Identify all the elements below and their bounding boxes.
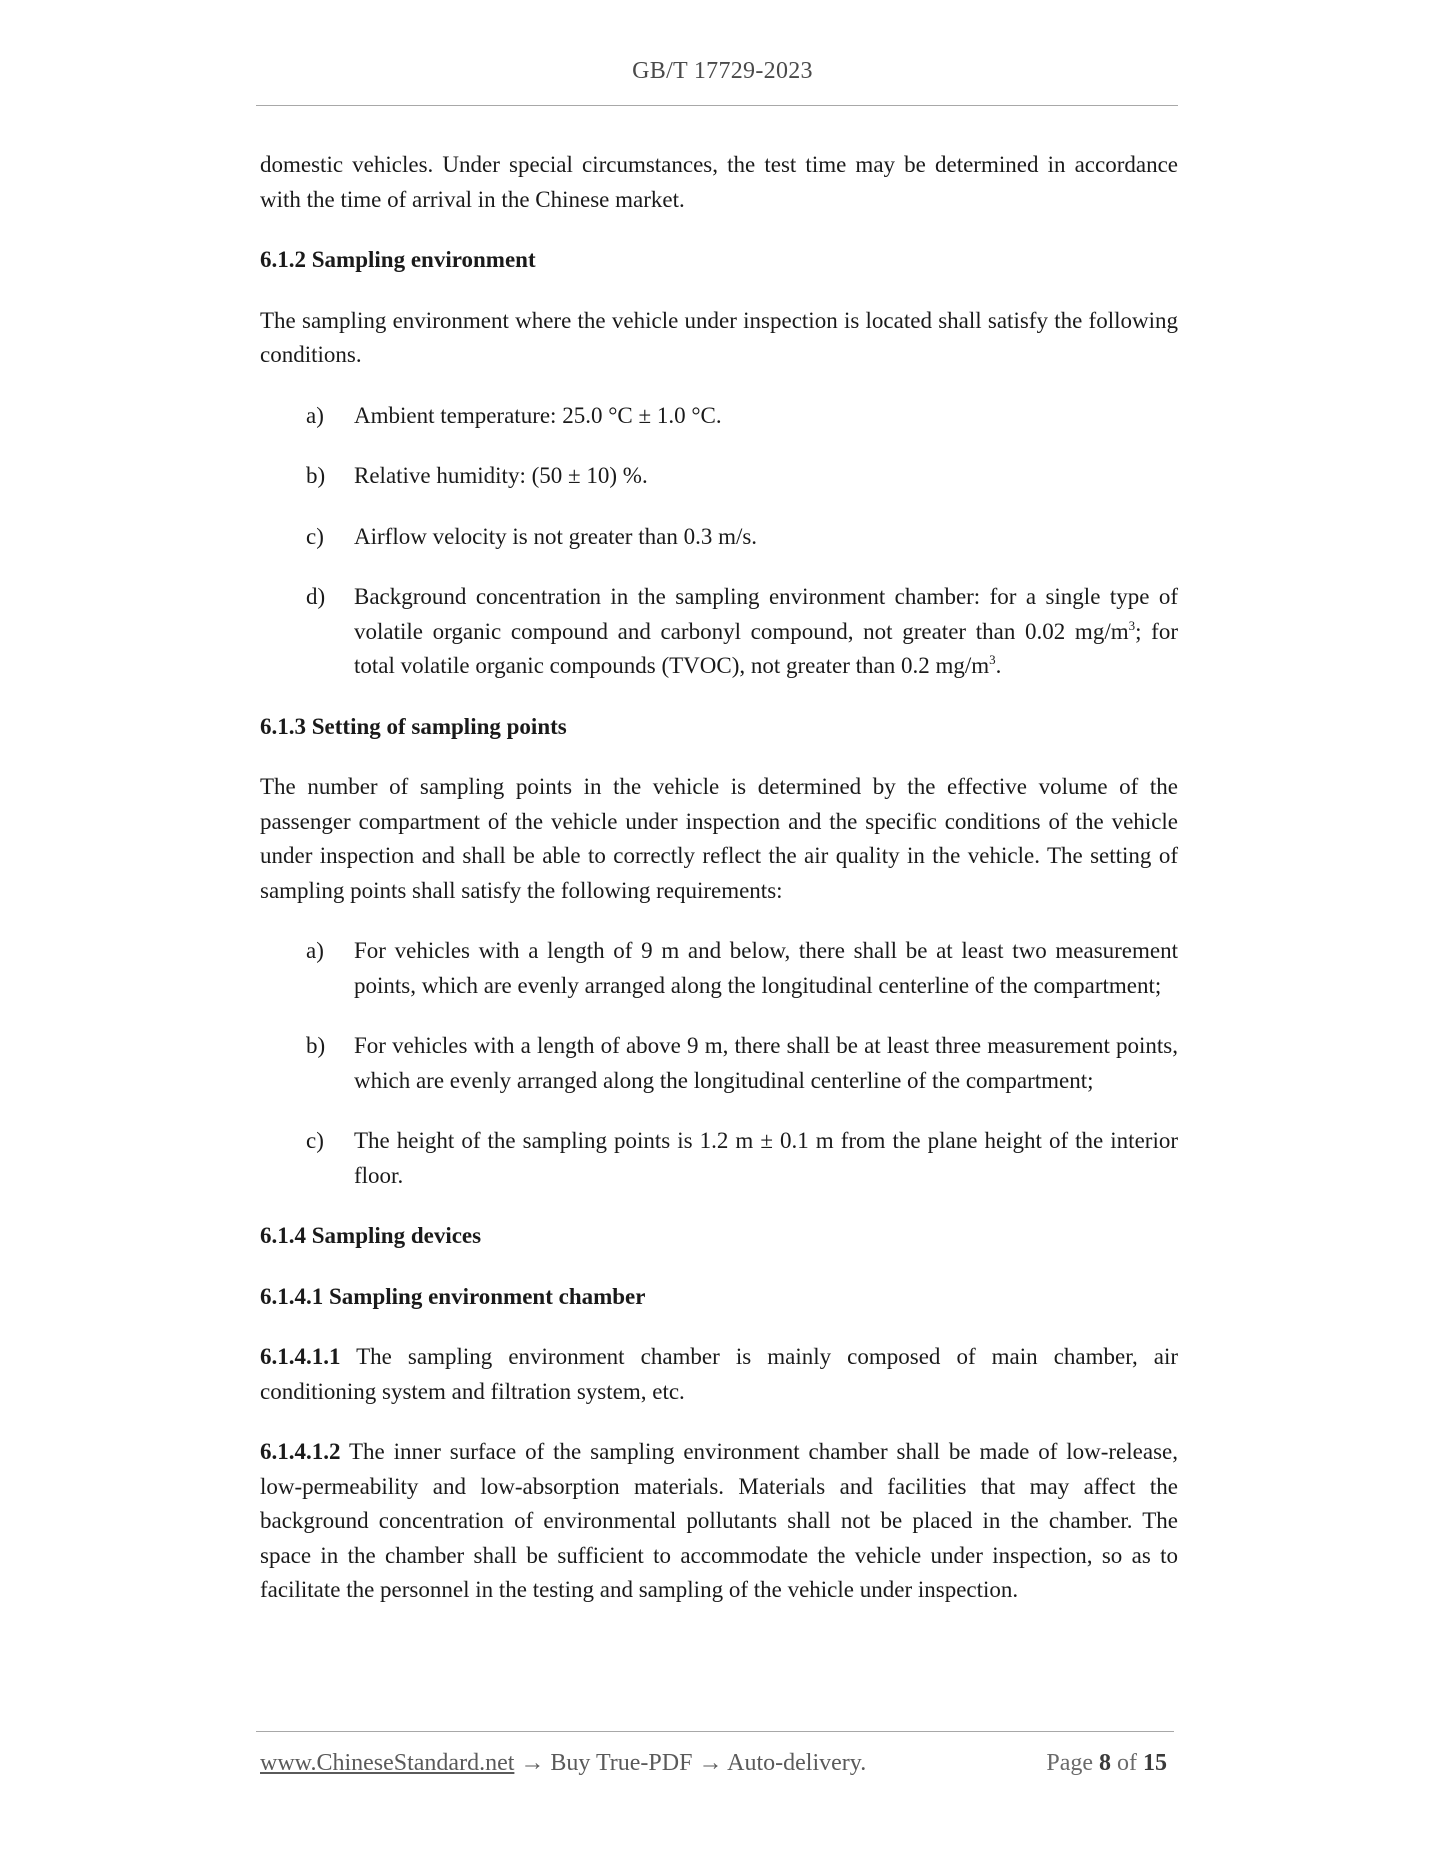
list-item: [260, 399, 1178, 434]
clause-number: 6.1.4.1.2: [260, 1439, 341, 1464]
list-item: [260, 459, 1178, 494]
list-item-text: For vehicles with a length of above 9 m, there shall be at least three measurement points, which are evenly arranged along the longitudinal centerline of the compartment;: [354, 1033, 1178, 1093]
page-total: 15: [1143, 1750, 1167, 1776]
footer-promo: [260, 1750, 866, 1777]
page-label: Page: [1046, 1750, 1093, 1776]
list-item-text: Ambient temperature: 25.0 °C ± 1.0 °C.: [354, 402, 722, 428]
list-item-label: c): [306, 1128, 324, 1153]
list-item-label: a): [306, 402, 324, 428]
list-item-text: For vehicles with a length of 9 m and below, there shall be at least two measurement points, which are evenly arranged along the longitudinal centerline of the compartment;: [354, 938, 1178, 998]
list-item-label: c): [306, 523, 324, 549]
list-item: [260, 1124, 1178, 1193]
page-indicator: [1046, 1750, 1167, 1777]
list-item: [260, 934, 1178, 1003]
clause-number: 6.1.4.1.1: [260, 1344, 341, 1369]
section-6-1-3-heading: 6.1.3 Setting of sampling points: [260, 713, 567, 739]
list-item-text: [354, 580, 1178, 684]
of-label: of: [1117, 1750, 1137, 1776]
intro-paragraph: domestic vehicles. Under special circumstances, the test time may be determined in accordance with the time of arrival in the Chinese market.: [260, 152, 1178, 212]
section-6-1-3-intro: The number of sampling points in the vehicle is determined by the effective volume of the passenger compartment of the vehicle under inspection and the specific conditions of the vehicle under inspection and shall be able to correctly reflect the air quality in the vehicle. The setting of sampling points shall satisfy the following requirements:: [260, 774, 1178, 903]
buy-text: Buy True-PDF: [550, 1750, 693, 1776]
paragraph-6-1-4-1-2: [260, 1435, 1178, 1608]
clause-text: The inner surface of the sampling environment chamber shall be made of low-release, low-permeability and low-absorption materials. Materials and facilities that may affect the background concentration of environmental pollutants shall not be placed in the chamber. The space in the chamber shall be sufficient to accommodate the vehicle under inspection, so as to facilitate the personnel in the testing and sampling of the vehicle under inspection.: [260, 1439, 1178, 1602]
clause-text: The sampling environment chamber is mainly composed of main chamber, air conditioning system and filtration system, etc.: [260, 1344, 1178, 1404]
text-segment: ; for total volatile organic compounds (TVOC), not greater than 0.2 mg/m: [354, 618, 1178, 678]
list-item-text: The height of the sampling points is 1.2 m ± 0.1 m from the plane height of the interior floor.: [354, 1128, 1178, 1188]
page-content: [260, 148, 1178, 1608]
arrow-icon: →: [692, 1750, 728, 1776]
document-header: GB/T 17729-2023: [632, 58, 813, 84]
section-6-1-4-heading: 6.1.4 Sampling devices: [260, 1223, 482, 1248]
section-6-1-2-heading: 6.1.2 Sampling environment: [260, 247, 536, 272]
list-item-label: b): [306, 463, 326, 488]
section-6-1-2-intro: The sampling environment where the vehicle under inspection is located shall satisfy the following conditions.: [260, 307, 1178, 367]
text-segment: .: [995, 653, 1002, 678]
header-divider: [256, 105, 1178, 106]
superscript: 3: [1128, 617, 1136, 633]
website-link[interactable]: www.ChineseStandard.net: [260, 1750, 515, 1776]
list-item-label: d): [306, 584, 326, 609]
list-item: [260, 580, 1178, 684]
arrow-icon: →: [514, 1750, 551, 1776]
list-item-label: b): [306, 1033, 326, 1058]
page-number: 8: [1099, 1750, 1111, 1776]
footer-divider: [256, 1731, 1174, 1732]
list-item: [260, 1029, 1178, 1098]
section-6-1-4-1-heading: 6.1.4.1 Sampling environment chamber: [260, 1283, 646, 1309]
delivery-text: Auto-delivery.: [727, 1750, 867, 1776]
list-item: [260, 520, 1178, 555]
paragraph-6-1-4-1-1: [260, 1340, 1178, 1409]
list-item-text: Relative humidity: (50 ± 10) %.: [354, 463, 648, 488]
list-item-label: a): [306, 938, 324, 963]
text-segment: Background concentration in the sampling environment chamber: for a single type of volatile organic compound and carbonyl compound, not greater than 0.02 mg/m: [354, 584, 1178, 644]
list-item-text: Airflow velocity is not greater than 0.3 m/s.: [354, 523, 758, 549]
superscript: 3: [989, 652, 996, 667]
